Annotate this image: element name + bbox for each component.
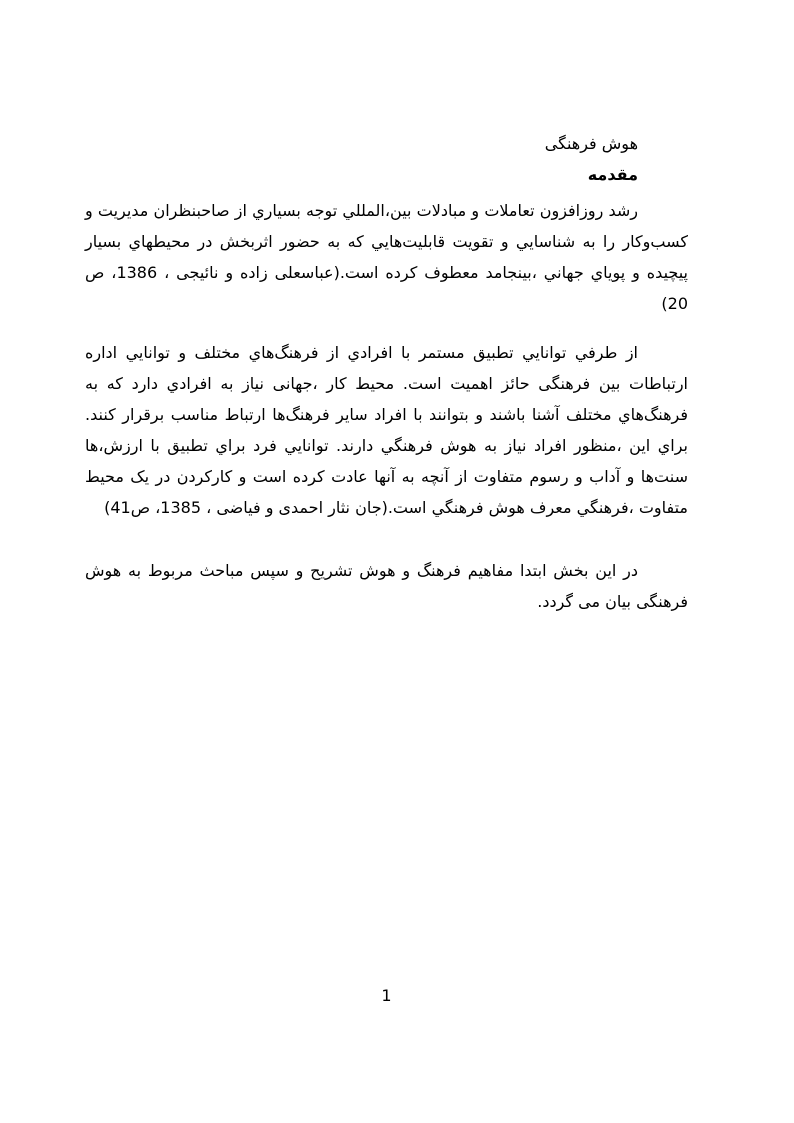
section-heading: مقدمه bbox=[587, 165, 638, 184]
document-title: هوش فرهنگی bbox=[544, 134, 638, 153]
text-content bbox=[85, 128, 688, 635]
paragraph-introduction-1: رشد روزافزون تعاملات و مبادلات بین،المللي توجه بسیاري از صاحبنظران مدیریت و کسب‌وکار را به شناسایي و تقویت قابلیت‌هایي که به حضور اثربخش در محیطهاي بسیار پیچیده و پویاي جهاني ،بینجامد معطوف کرده است.(عباسعلی زاده و نائیجی ، 1386، ص 20) bbox=[85, 201, 689, 313]
page-number: 1 bbox=[381, 986, 392, 1005]
paragraph-introduction-2: از طرفي توانایي تطبیق مستمر با افرادي از فرهنگ‌هاي مختلف و توانایي اداره ارتباطات بین فرهنگی حائز اهمیت است. محیط کار ،جهانی نیاز به افرادي دارد که به فرهنگ‌هاي مختلف آشنا باشند و بتوانند با افراد سایر فرهنگ‌ها ارتباط مناسب برقرار کنند. براي این ،منظور افراد نیاز به هوش فرهنگي دارند. توانایي فرد براي تطبیق با ارزش،ها سنت‌ها و آداب و رسوم متفاوت از آنچه به آنها عادت کرده است و کارکردن در یک محیط متفاوت ،فرهنگي معرف هوش فرهنگي است.(جان نثار احمدی و فیاضی ، 1385، ص41) bbox=[85, 343, 688, 517]
paragraph-introduction-3: در این بخش ابتدا مفاهیم فرهنگ و هوش تشریح و سپس مباحث مربوط به هوش فرهنگی بیان می گردد. bbox=[85, 561, 688, 611]
